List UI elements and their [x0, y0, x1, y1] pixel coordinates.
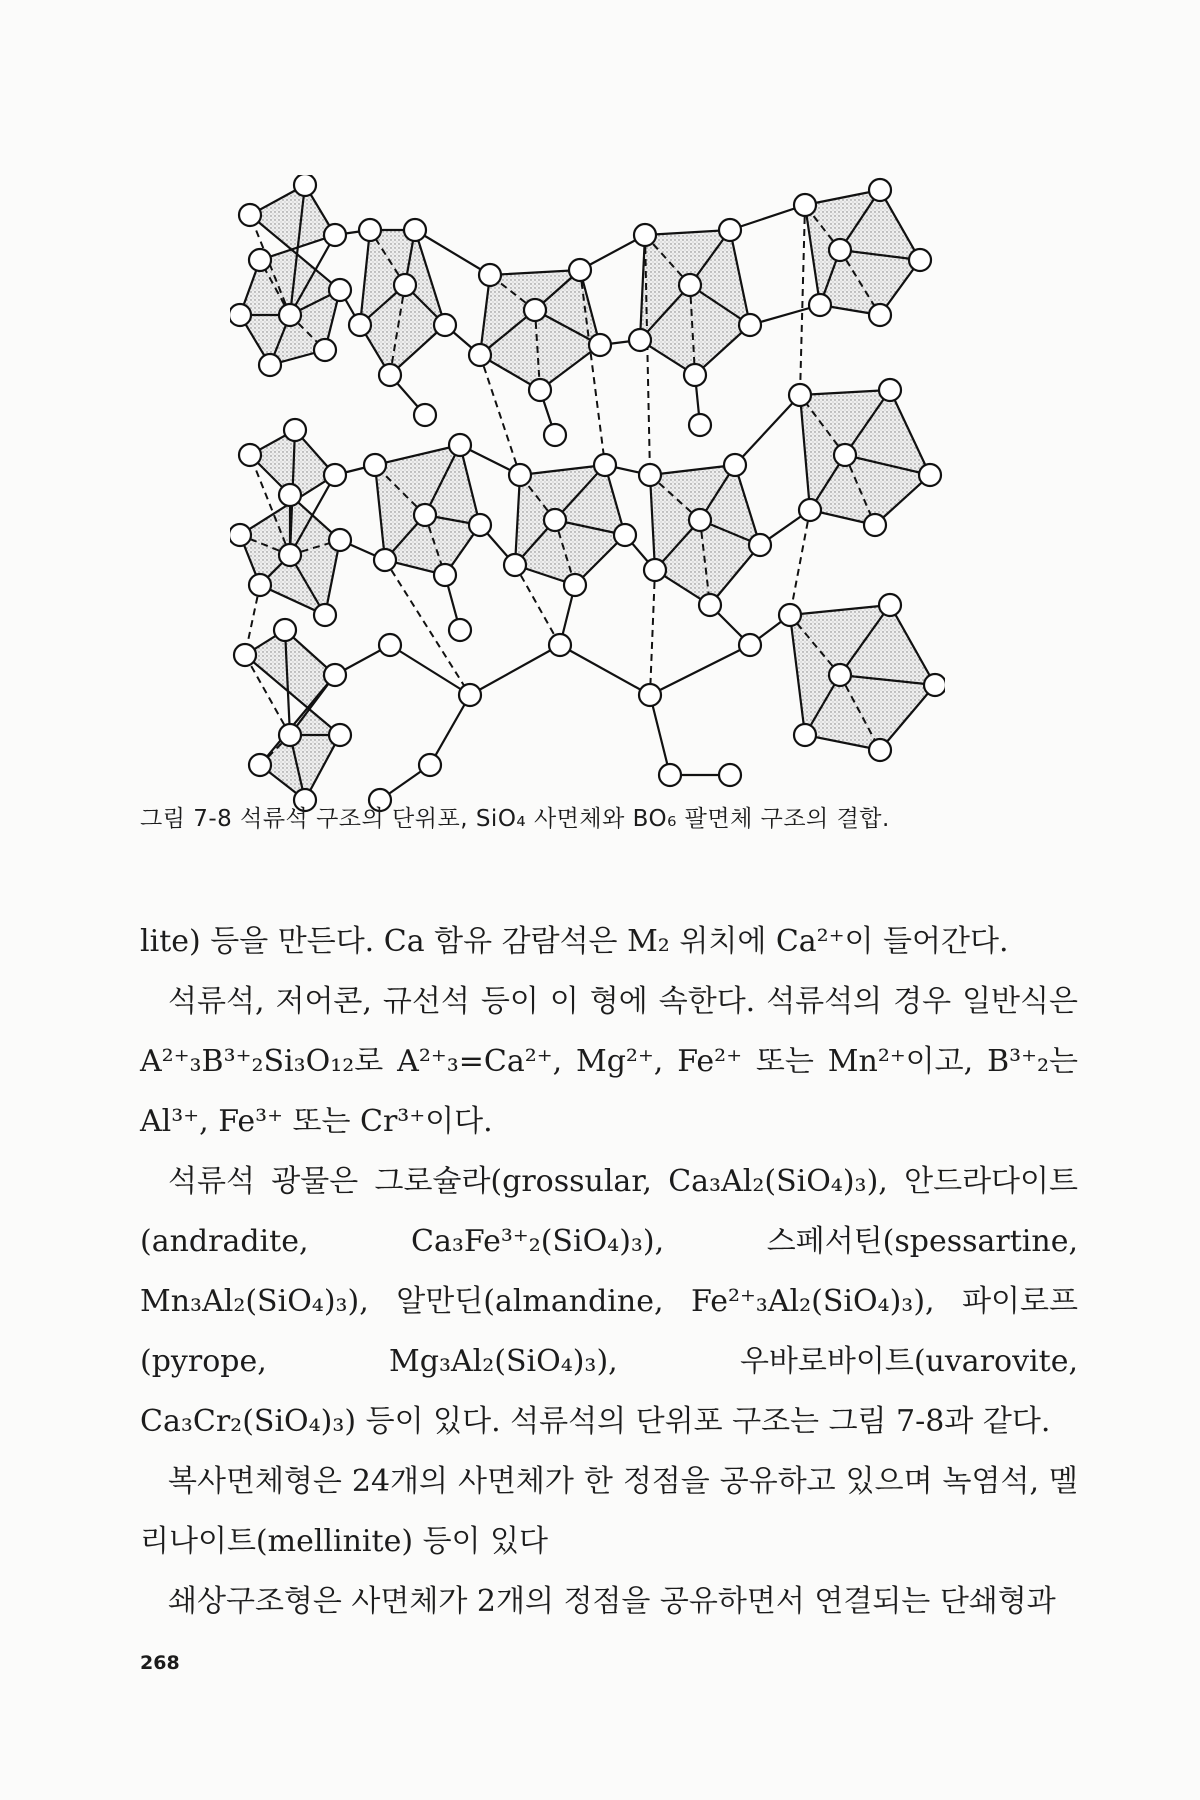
- oxygen-atom: [249, 754, 271, 776]
- oxygen-atom: [779, 604, 801, 626]
- framework-bond: [390, 645, 470, 695]
- oxygen-atom: [329, 279, 351, 301]
- oxygen-atom: [314, 339, 336, 361]
- oxygen-atom: [509, 464, 531, 486]
- oxygen-atom: [419, 754, 441, 776]
- cation-atom: [834, 444, 856, 466]
- oxygen-atom: [274, 619, 296, 641]
- oxygen-atom: [909, 249, 931, 271]
- cation-atom: [544, 509, 566, 531]
- oxygen-atom: [789, 384, 811, 406]
- oxygen-atom: [374, 549, 396, 571]
- oxygen-atom: [329, 724, 351, 746]
- oxygen-atom: [249, 574, 271, 596]
- oxygen-atom: [639, 464, 661, 486]
- polyhedron-face: [650, 465, 760, 605]
- oxygen-atom: [739, 314, 761, 336]
- framework-dashed-bond: [800, 205, 805, 395]
- cation-atom: [279, 544, 301, 566]
- garnet-structure-figure: [230, 175, 945, 825]
- oxygen-atom: [644, 559, 666, 581]
- oxygen-atom: [659, 764, 681, 786]
- cation-atom: [279, 724, 301, 746]
- oxygen-atom: [794, 724, 816, 746]
- oxygen-atom: [564, 574, 586, 596]
- oxygen-atom: [724, 454, 746, 476]
- cation-atom: [524, 299, 546, 321]
- oxygen-atom: [504, 554, 526, 576]
- oxygen-atom: [379, 634, 401, 656]
- oxygen-atom: [634, 224, 656, 246]
- cation-atom: [829, 664, 851, 686]
- figure-caption: 그림 7-8 석류석 구조의 단위포, SiO₄ 사면체와 BO₆ 팔면체 구조의 결합.: [140, 806, 890, 832]
- oxygen-atom: [699, 594, 721, 616]
- oxygen-atom: [284, 419, 306, 441]
- oxygen-atom: [629, 329, 651, 351]
- paragraph-double-tetrahedra: 복사면체형은 24개의 사면체가 한 정점을 공유하고 있으며 녹염석, 멜리나이트(mellinite) 등이 있다: [140, 1464, 1078, 1559]
- oxygen-atom: [434, 564, 456, 586]
- oxygen-atom: [239, 444, 261, 466]
- oxygen-atom: [230, 524, 251, 546]
- paragraph-garnet-minerals: 석류석 광물은 그로슐라(grossular, Ca₃Al₂(SiO₄)₃), 안드라다이트(andradite, Ca₃Fe³⁺₂(SiO₄)₃), 스페서틴(spessartine, Mn₃Al₂(SiO₄)₃), 알만딘(almandine, Fe²⁺₃Al₂(SiO₄)₃), 파이로프(pyrope, Mg₃Al₂(SiO₄)₃), 우바로바이트(uvarovite, Ca₃Cr₂(SiO₄)₃) 등이 있다. 석류석의 단위포 구조는 그림 7-8과 같다.: [140, 1164, 1078, 1439]
- oxygen-atom: [379, 364, 401, 386]
- framework-bond: [470, 645, 560, 695]
- paragraph-chain-structure: 쇄상구조형은 사면체가 2개의 정점을 공유하면서 연결되는 단쇄형과: [168, 1584, 1056, 1619]
- oxygen-atom: [234, 644, 256, 666]
- oxygen-atom: [279, 484, 301, 506]
- paragraph-garnet-type: 석류석, 저어콘, 규선석 등이 이 형에 속한다. 석류석의 경우 일반식은 A²⁺₃B³⁺₂Si₃O₁₂로 A²⁺₃=Ca²⁺, Mg²⁺, Fe²⁺ 또는 Mn²⁺이고, B³⁺₂는 Al³⁺, Fe³⁺ 또는 Cr³⁺이다.: [140, 984, 1078, 1139]
- oxygen-atom: [414, 404, 436, 426]
- oxygen-atom: [924, 674, 945, 696]
- cation-atom: [279, 304, 301, 326]
- oxygen-atom: [479, 264, 501, 286]
- cation-atom: [689, 509, 711, 531]
- oxygen-atom: [799, 499, 821, 521]
- oxygen-atom: [739, 634, 761, 656]
- oxygen-atom: [879, 379, 901, 401]
- framework-dashed-bond: [650, 570, 655, 695]
- body-text: [140, 912, 1078, 1632]
- oxygen-atom: [324, 664, 346, 686]
- paragraph-continued: lite) 등을 만든다. Ca 함유 감람석은 M₂ 위치에 Ca²⁺이 들어간다.: [140, 924, 1009, 959]
- oxygen-atom: [869, 739, 891, 761]
- oxygen-atom: [594, 454, 616, 476]
- oxygen-atom: [719, 764, 741, 786]
- cation-atom: [679, 274, 701, 296]
- page-number: 268: [140, 1652, 180, 1674]
- oxygen-atom: [434, 314, 456, 336]
- oxygen-atom: [544, 424, 566, 446]
- oxygen-atom: [404, 219, 426, 241]
- oxygen-atom: [324, 464, 346, 486]
- oxygen-atom: [324, 224, 346, 246]
- oxygen-atom: [329, 529, 351, 551]
- framework-bond: [650, 695, 670, 775]
- oxygen-atom: [230, 304, 251, 326]
- oxygen-atom: [249, 249, 271, 271]
- oxygen-atom: [719, 219, 741, 241]
- framework-dashed-bond: [790, 510, 810, 615]
- oxygen-atom: [684, 364, 706, 386]
- oxygen-atom: [469, 514, 491, 536]
- oxygen-atom: [364, 454, 386, 476]
- oxygen-atom: [359, 219, 381, 241]
- oxygen-atom: [314, 604, 336, 626]
- oxygen-atom: [589, 334, 611, 356]
- framework-dashed-bond: [580, 270, 605, 465]
- oxygen-atom: [259, 354, 281, 376]
- oxygen-atom: [689, 414, 711, 436]
- oxygen-atom: [294, 175, 316, 196]
- oxygen-atom: [614, 524, 636, 546]
- oxygen-atom: [449, 619, 471, 641]
- oxygen-atom: [864, 514, 886, 536]
- oxygen-atom: [809, 294, 831, 316]
- oxygen-atom: [569, 259, 591, 281]
- oxygen-atom: [749, 534, 771, 556]
- cation-atom: [414, 504, 436, 526]
- oxygen-atom: [869, 304, 891, 326]
- oxygen-atom: [449, 434, 471, 456]
- oxygen-atom: [549, 634, 571, 656]
- oxygen-atom: [639, 684, 661, 706]
- framework-bond: [735, 395, 800, 465]
- oxygen-atom: [529, 379, 551, 401]
- oxygen-atom: [879, 594, 901, 616]
- oxygen-atom: [459, 684, 481, 706]
- oxygen-atom: [349, 314, 371, 336]
- oxygen-atom: [239, 204, 261, 226]
- framework-bond: [560, 645, 650, 695]
- cation-atom: [394, 274, 416, 296]
- cation-atom: [829, 239, 851, 261]
- oxygen-atom: [919, 464, 941, 486]
- oxygen-atom: [869, 179, 891, 201]
- oxygen-atom: [794, 194, 816, 216]
- framework-bond: [650, 645, 750, 695]
- oxygen-atom: [469, 344, 491, 366]
